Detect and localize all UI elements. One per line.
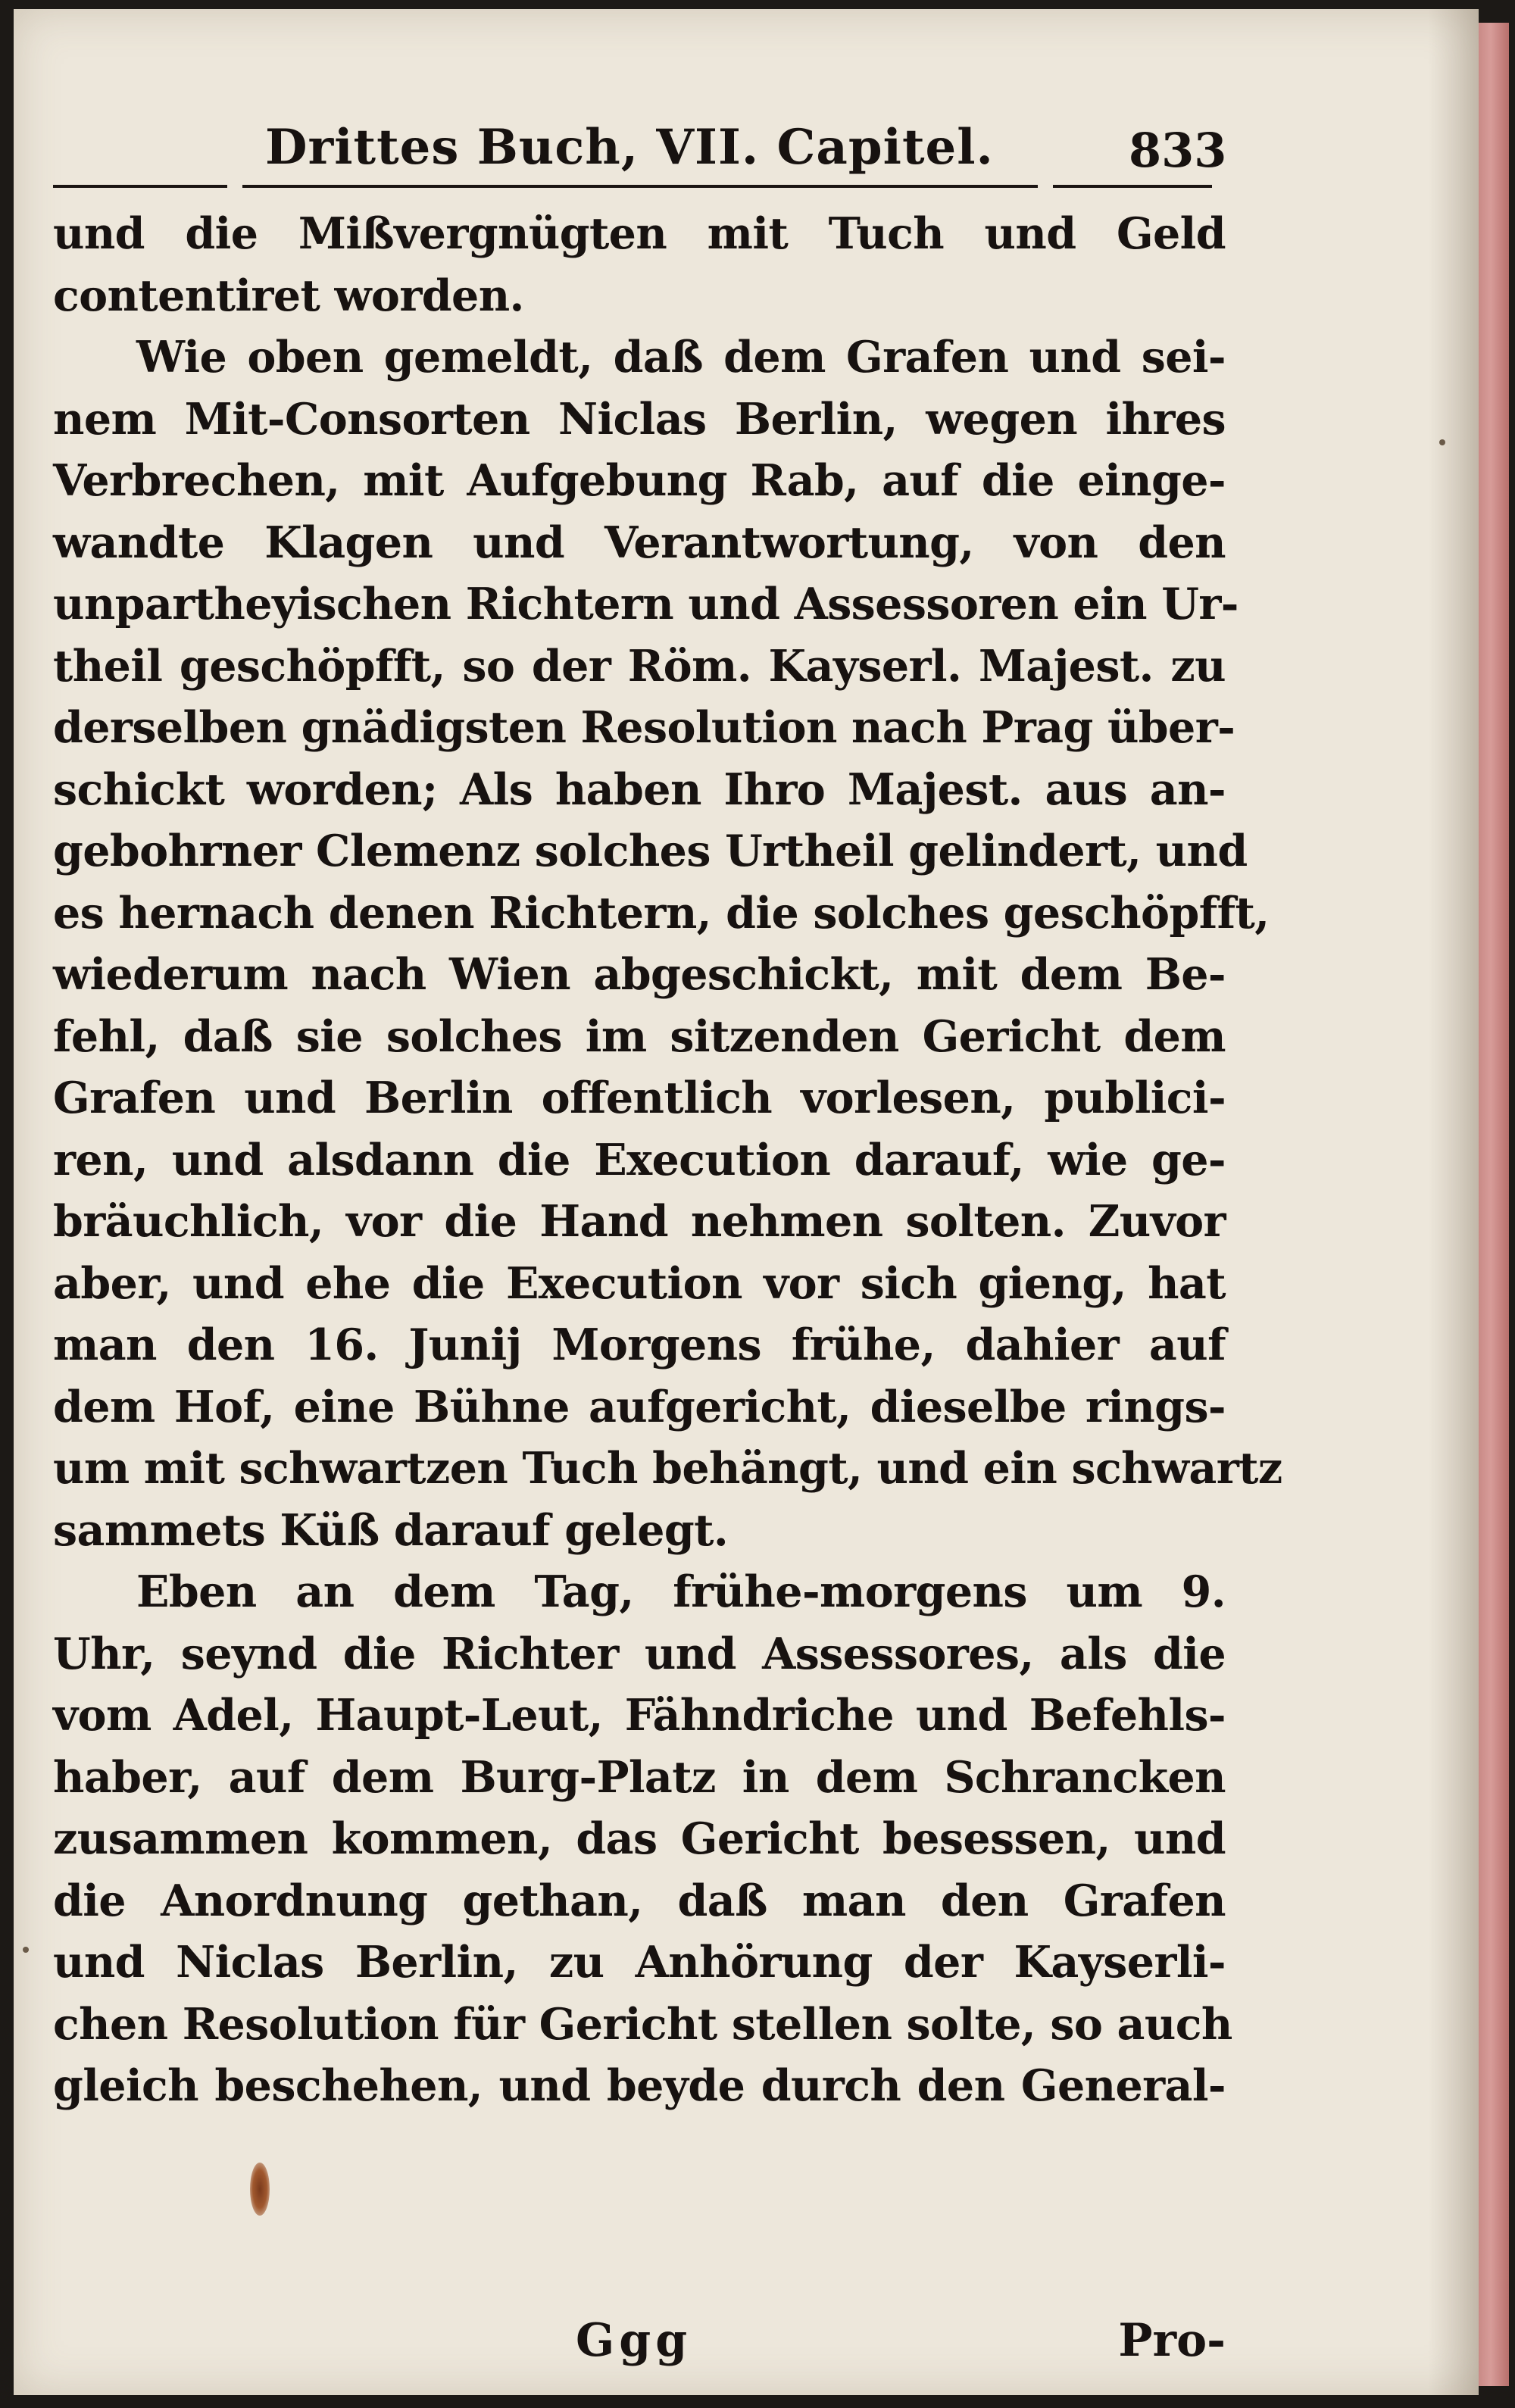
text-line: dem Hof, eine Bühne aufgericht, dieselbe rings- xyxy=(53,1381,1226,1432)
text-line: Uhr, seynd die Richter und Assessores, als die xyxy=(53,1628,1226,1679)
catchword: Pro- xyxy=(1118,2314,1226,2367)
text-line: bräuchlich, vor die Hand nehmen solten. Zuvor xyxy=(53,1196,1226,1247)
text-line: und die Mißvergnügten mit Tuch und Geld xyxy=(53,208,1226,259)
text-line: ren, und alsdann die Execution darauf, wie ge- xyxy=(53,1134,1226,1185)
text-line: chen Resolution für Gericht stellen solte, so auch xyxy=(53,1998,1232,2050)
text-line: schickt worden; Als haben Ihro Majest. aus an- xyxy=(53,764,1226,815)
text-line: es hernach denen Richtern, die solches geschöpfft, xyxy=(53,887,1270,939)
text-line: haber, auf dem Burg-Platz in dem Schrancken xyxy=(53,1751,1226,1803)
text-line: unpartheyischen Richtern und Assessoren ein Ur- xyxy=(53,579,1239,629)
text-line: contentiret worden. xyxy=(53,270,524,321)
text-line: Grafen und Berlin offentlich vorlesen, publici- xyxy=(53,1073,1226,1123)
page-edge xyxy=(1479,23,1509,2386)
text-line: gleich beschehen, und beyde durch den General- xyxy=(53,2060,1226,2111)
text-line: wiederum nach Wien abgeschickt, mit dem Be- xyxy=(53,949,1226,1000)
text-line: Verbrechen, mit Aufgebung Rab, auf die einge- xyxy=(53,455,1226,506)
header-rule xyxy=(242,185,1038,188)
running-head: Drittes Buch, VII. Capitel. xyxy=(265,119,994,176)
paragraph-first-line: Eben an dem Tag, frühe-morgens um 9. xyxy=(136,1566,1226,1617)
text-line: man den 16. Junij Morgens frühe, dahier auf xyxy=(53,1320,1226,1370)
text-line: sammets Küß darauf gelegt. xyxy=(53,1504,729,1556)
text-line: zusammen kommen, das Gericht besessen, und xyxy=(53,1813,1226,1864)
text-line: gebohrner Clemenz solches Urtheil gelindert, und xyxy=(53,826,1248,876)
body-text xyxy=(53,203,1282,2117)
header-rule xyxy=(53,185,227,188)
text-line: fehl, daß sie solches im sitzenden Gericht dem xyxy=(53,1010,1226,1062)
signature-mark: Ggg xyxy=(576,2314,692,2367)
page-footer xyxy=(53,2310,1226,2371)
ink-stain xyxy=(250,2163,270,2216)
text-line: und Niclas Berlin, zu Anhörung der Kayserli- xyxy=(53,1937,1226,1988)
text-line: die Anordnung gethan, daß man den Grafen xyxy=(53,1875,1226,1926)
paper-speck xyxy=(23,1947,29,1953)
page-header xyxy=(53,114,1227,189)
text-line: nem Mit-Consorten Niclas Berlin, wegen ihres xyxy=(53,393,1226,445)
page-gutter-shadow xyxy=(1428,9,1479,2395)
text-line: theil geschöpfft, so der Röm. Kayserl. Majest. zu xyxy=(53,640,1226,692)
paper-speck xyxy=(1439,439,1445,445)
text-line: derselben gnädigsten Resolution nach Prag über- xyxy=(53,702,1235,753)
page-number: 833 xyxy=(1129,123,1227,178)
header-rule xyxy=(1053,185,1212,188)
text-line: aber, und ehe die Execution vor sich gieng, hat xyxy=(53,1257,1226,1309)
text-line: wandte Klagen und Verantwortung, von den xyxy=(53,517,1226,568)
paragraph-first-line: Wie oben gemeldt, daß dem Grafen und sei- xyxy=(136,332,1226,383)
text-line: um mit schwartzen Tuch behängt, und ein schwartz xyxy=(53,1443,1282,1494)
text-line: vom Adel, Haupt-Leut, Fähndriche und Befehls- xyxy=(53,1690,1226,1741)
